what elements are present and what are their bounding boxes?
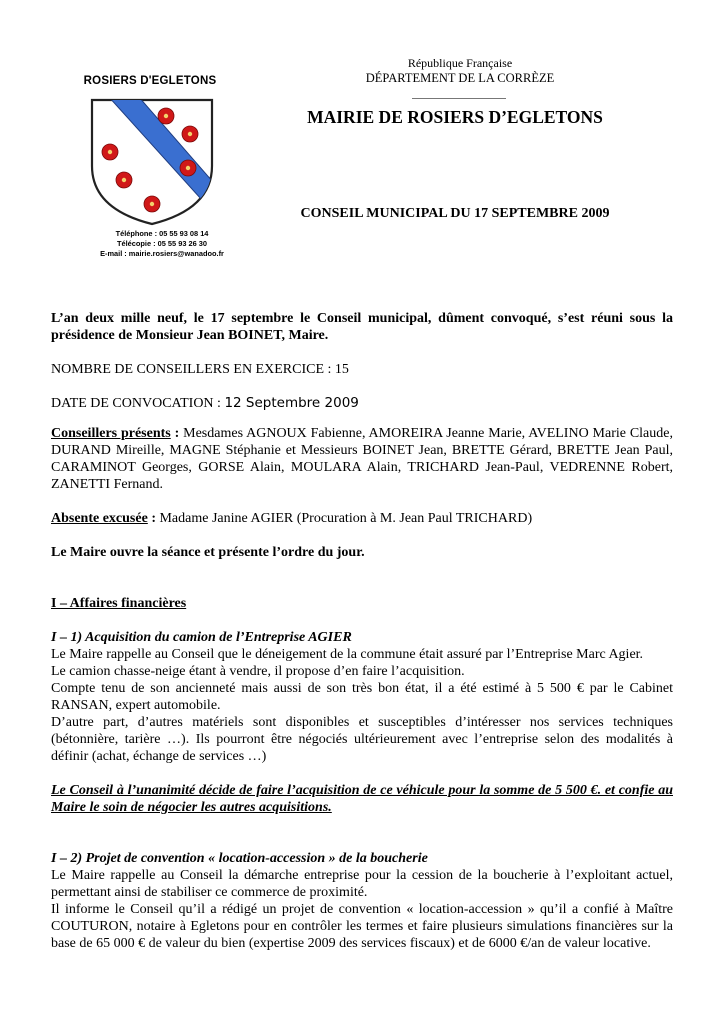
presents-colon: : [170,426,184,441]
logo-email: E-mail : mairie.rosiers@wanadoo.fr [100,249,224,258]
meeting-title: CONSEIL MUNICIPAL DU 17 SEPTEMBRE 2009 [300,206,610,221]
presents-list: Mesdames AGNOUX Fabienne, AMOREIRA Jeanne Marie, AVELINO Marie Claude, DURAND Mireille, MAGNE Stéphanie et Messieurs BOINET Jean, BRETTE Gérard, BRETTE Jean Paul, CARAMINOT Georges, GORSE Alain, MOULARA Alain, TRICHARD Jean-Paul, VEDRENNE Robert, ZANETTI Fernand. [51,426,673,492]
logo-fax: Télécopie : 05 55 93 26 30 [117,239,207,248]
item1-decision: Le Conseil à l’unanimité décide de faire l’acquisition de ce véhicule pour la somme de 5 500 €. et confie au Maire le soin de négocier les autres acquisitions. [51,783,673,815]
date-convocation [51,395,673,412]
item2-line: Il informe le Conseil qu’il a rédigé un projet de convention « location-accession » qu’il a confié à Maître COUTURON, notaire à Egletons pour en contrôler les termes et faire plusieurs simulations financières sur la base de 65 000 € de valeur du bien (expertise 2009 des services fiscaux) et de 6000 €/an de valeur locative. [51,902,673,951]
document-body [51,310,673,952]
logo-phone: Téléphone : 05 55 93 08 14 [115,229,209,238]
intro-paragraph: L’an deux mille neuf, le 17 septembre le Conseil municipal, dûment convoqué, s’est réuni sous la présidence de Monsieur Jean BOINET, Maire. [51,311,673,343]
conseillers-presents [51,425,673,493]
absente-label: Absente excusée [51,511,148,526]
nombre-conseillers: NOMBRE DE CONSEILLERS EN EXERCICE : 15 [51,362,349,377]
convocation-date: 12 Septembre 2009 [224,395,359,411]
item1-line: Compte tenu de son ancienneté mais aussi de son très bon état, il a été estimé à 5 500 € par le Cabinet RANSAN, expert automobile. [51,681,673,713]
absente-colon: : [147,511,160,526]
coat-of-arms-icon [88,96,216,226]
ordre-du-jour: Le Maire ouvre la séance et présente l’ordre du jour. [51,545,365,560]
item2-title: I – 2) Projet de convention « location-accession » de la boucherie [51,851,428,866]
item1-line: D’autre part, d’autres matériels sont disponibles et susceptibles d’intéresser nos services techniques (bétonnière, tarière …). Ils pourront être négociés ultérieurement avec l’entreprise selon des modalités à définir (achat, échange de services …) [51,715,673,764]
item1-line: Le camion chasse-neige étant à vendre, il propose d’en faire l’acquisition. [51,664,465,679]
republic-label: République Française [407,56,513,70]
department-label: DÉPARTEMENT DE LA CORRÈZE [365,71,555,85]
item1-line: Le Maire rappelle au Conseil que le déneigement de la commune était assuré par l’Entreprise Marc Agier. [51,647,644,662]
header-divider [412,98,506,99]
logo-contact [92,229,232,259]
convocation-label: DATE DE CONVOCATION : [51,396,225,411]
logo-title: ROSIERS D'EGLETONS [83,75,217,87]
absente-excusee [51,510,673,527]
absente-text: Madame Janine AGIER (Procuration à M. Jean Paul TRICHARD) [159,511,533,526]
item2-line: Le Maire rappelle au Conseil la démarche entreprise pour la cession de la boucherie à l’exploitant actuel, permettant ainsi de stabiliser ce commerce de proximité. [51,868,673,900]
item1-title: I – 1) Acquisition du camion de l’Entreprise AGIER [51,630,352,645]
mairie-title: MAIRIE DE ROSIERS D’EGLETONS [307,107,603,127]
presents-label: Conseillers présents [51,426,171,441]
section-title-affaires-financieres: I – Affaires financières [51,596,187,611]
